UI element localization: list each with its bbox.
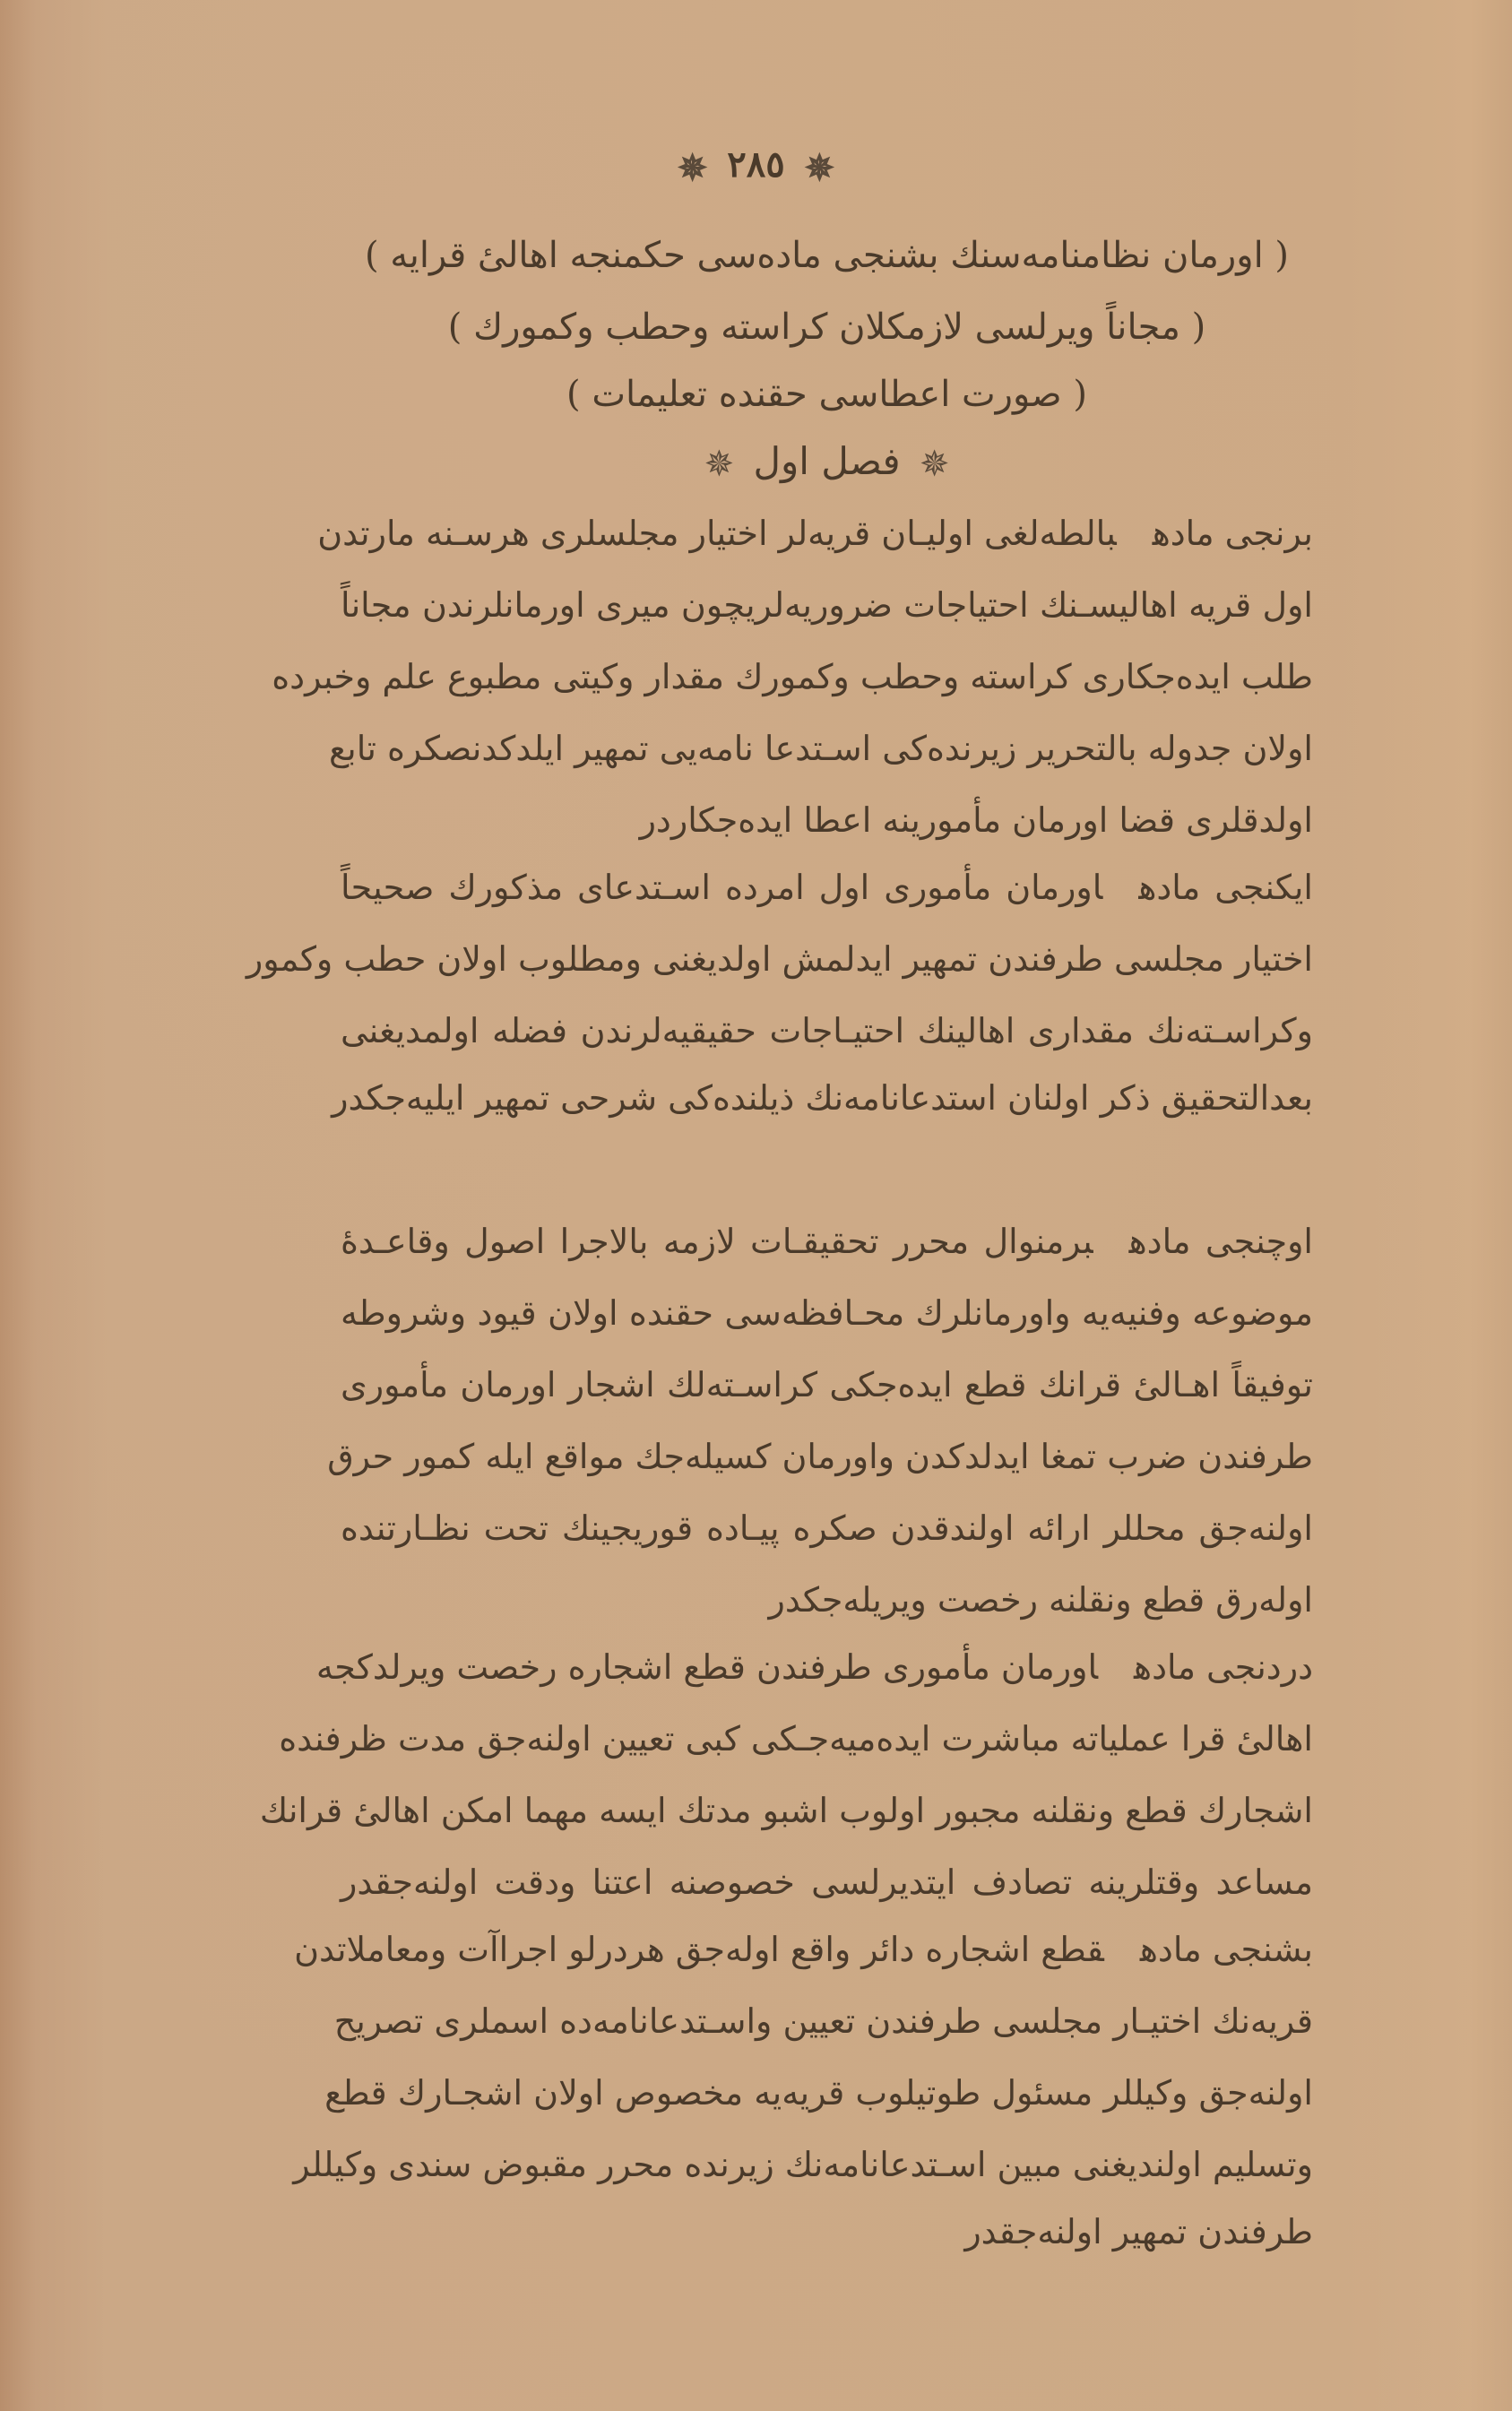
article-label: ایكنجی ماده bbox=[1138, 868, 1313, 907]
document-heading-line-2: ( مجاناً ويرلسی لازمكلان كراسته وحطب وكمورك ) bbox=[447, 307, 1206, 348]
article-line: اولان جدوله بالتحریر زیرنده‌كی اسـتدعا نامه‌یی تمهیر ایلدكدنصكره تابع bbox=[328, 729, 1313, 768]
article-line: قریه‌نك اختیـار مجلسی طرفندن تعیین واسـتدعانامه‌ده اسملری تصریح bbox=[333, 2001, 1313, 2041]
article-text: اورمان مأموری اول امرده اسـتدعای مذكورك صحیحاً bbox=[341, 868, 1103, 907]
article-line: بعدالتحقیق ذكر اولنان استدعانامه‌نك ذیلنده‌كی شرحی تمهیر ایلیه‌جكدر bbox=[332, 1078, 1313, 1118]
article-line: اهالیٔ قرا عملیاته مباشرت ایده‌میه‌جـكی كبی تعیین اولنه‌جق مدت ظرفنده bbox=[279, 1719, 1313, 1759]
section-title-text: فصل اول bbox=[753, 439, 901, 483]
article-line bbox=[341, 1214, 1313, 1268]
article-text: برمنوال محرر تحقیقـات لازمه بالاجرا اصول وقاعـدهٔ bbox=[341, 1222, 1093, 1261]
article-label: بشنجی ماده bbox=[1139, 1930, 1313, 1969]
article-text: اورمان مأموری طرفندن قطع اشجاره رخصت ویرلدكجه bbox=[315, 1647, 1099, 1687]
article-line: اشجارك قطع ونقلنه مجبور اولوب اشبو مدتك ایسه مهما امكن اهالیٔ قرانك bbox=[259, 1791, 1313, 1830]
page-number-header bbox=[0, 143, 1512, 189]
article-line: طلب ایده‌جكاری كراسته وحطب وكمورك مقدار وكیتی مطبوع علم وخبرده bbox=[272, 657, 1313, 696]
article-line: اولنه‌جق وكیللر مسئول طوتیلوب قریه‌یه مخصوص اولان اشجـارك قطع bbox=[324, 2073, 1313, 2113]
section-title bbox=[341, 435, 1313, 491]
article-line bbox=[294, 1923, 1313, 1976]
article-line: اول قریه اهالیسـنك احتیاجات ضروریه‌لریچون میری اورمانلرندن مجاناً bbox=[341, 585, 1313, 625]
article-line bbox=[341, 860, 1313, 914]
article-line: موضوعه وفنیه‌یه واورمانلرك محـافظه‌سی حقنده اولان قیود وشروطه bbox=[341, 1293, 1313, 1333]
article-line: اختیار مجلسی طرفندن تمهیر ایدلمش اولدیغنی ومطلوب اولان حطب وكمور bbox=[246, 939, 1313, 979]
article-line: وكراسـته‌نك مقداری اهالینك احتیـاجات حقیقیه‌لرندن فضله اولمدیغنی bbox=[341, 1011, 1313, 1050]
article-line: طرفندن ضرب تمغا ایدلدكدن واورمان كسیله‌جك مواقع ایله كمور حرق bbox=[327, 1437, 1313, 1476]
article-line: اوله‌رق قطع ونقلنه رخصت ویریله‌جكدر bbox=[768, 1580, 1313, 1620]
star-ornament-icon: ✵ bbox=[677, 146, 708, 189]
document-heading-line-1: ( اورمان نظامنامه‌سنك بشنجی ماده‌سی حكمنجه اهالیٔ قرایه ) bbox=[364, 235, 1289, 276]
article-line: توفیقاً اهـالیٔ قرانك قطع ایده‌جكی كراسـته‌لك اشجار اورمان مأموری bbox=[341, 1365, 1313, 1404]
article-line: اولنه‌جق محللر ارائه اولندقدن صكره پیـاده قوریجینك تحت نظـارتنده bbox=[341, 1508, 1313, 1548]
article-label: برنجی ماده bbox=[1152, 514, 1313, 553]
page-number: ٢٨٥ bbox=[727, 143, 785, 186]
document-heading-line-3: ( صورت اعطاسی حقنده تعلیمات ) bbox=[566, 374, 1087, 415]
star-ornament-icon: ✵ bbox=[704, 444, 735, 485]
article-line bbox=[315, 1640, 1313, 1694]
star-ornament-icon: ✵ bbox=[919, 444, 950, 485]
article-line: مساعد وقتلرینه تصادف ایتدیرلسی خصوصنه اعتنا ودقت اولنه‌جقدر bbox=[341, 1862, 1313, 1902]
article-text: بالطه‌لغی اولیـان قریه‌لر اختیار مجلسلری هرسـنه مارتدن bbox=[317, 514, 1117, 553]
article-line: وتسلیم اولندیغنی مبین اسـتدعانامه‌نك زیرنده محرر مقبوض سندی وكیللر bbox=[293, 2145, 1313, 2184]
article-text: قطع اشجاره دائر واقع اوله‌جق هردرلو اجراآت ومعاملاتدن bbox=[294, 1930, 1104, 1969]
article-line: طرفندن تمهیر اولنه‌جقدر bbox=[964, 2212, 1313, 2251]
article-line bbox=[317, 506, 1313, 560]
article-line: اولدقلری قضا اورمان مأمورینه اعطا ایده‌جكاردر bbox=[639, 800, 1313, 840]
star-ornament-icon: ✵ bbox=[804, 146, 835, 189]
article-label: دردنجی ماده bbox=[1134, 1647, 1313, 1687]
article-label: اوچنجی ماده bbox=[1128, 1222, 1313, 1261]
